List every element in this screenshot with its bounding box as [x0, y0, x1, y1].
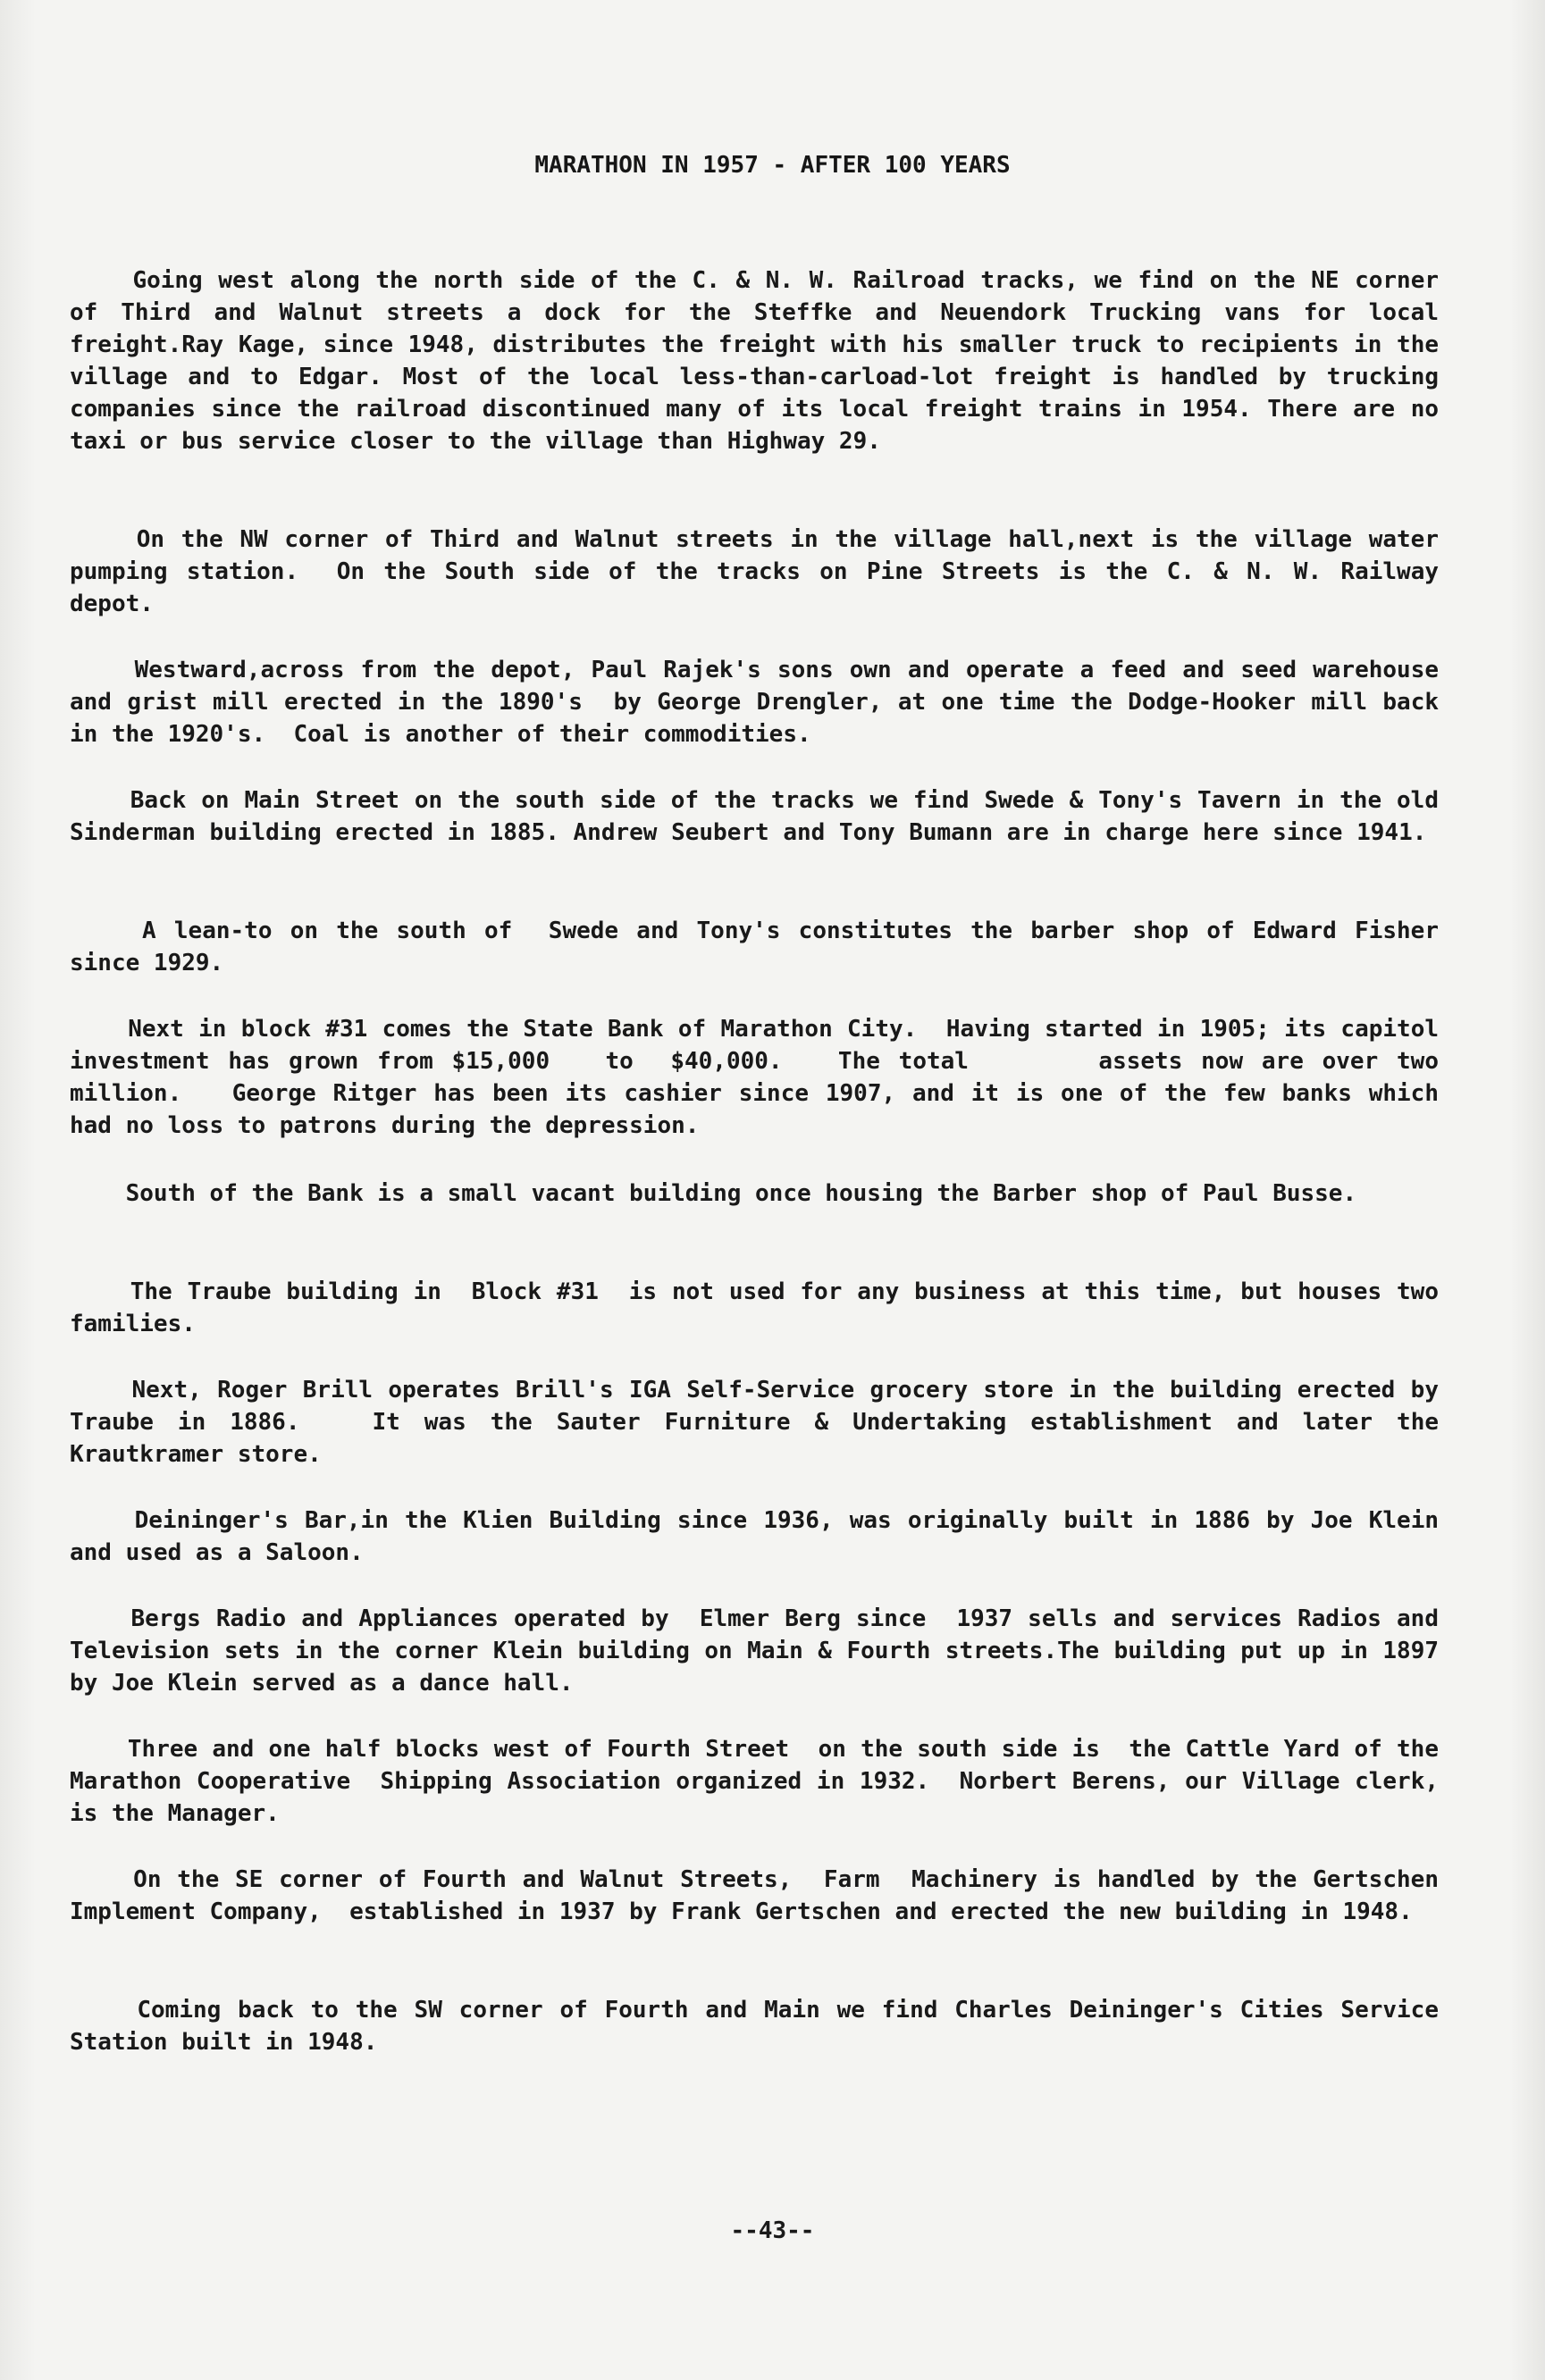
paragraph-vacant-building: South of the Bank is a small vacant building once housing the Barber shop of Paul Busse.	[70, 1180, 1357, 1207]
paragraph-service-station: Coming back to the SW corner of Fourth and Main we find Charles Deininger's Cities Service Station built in 1948.	[70, 1997, 1453, 2056]
paragraph-cattle-yard: Three and one half blocks west of Fourth Street on the south side is the Cattle Yard of the Marathon Cooperative Shipping Association organized in 1932. Norbert Berens, our Village clerk, is the Manager.	[70, 1736, 1453, 1827]
paragraph-tavern: Back on Main Street on the south side of the tracks we find Swede & Tony's Tavern in the old Sinderman building erected in 1885. Andrew Seubert and Tony Bumann are in charge here since 1941.	[70, 787, 1453, 846]
paragraph-feed-mill: Westward,across from the depot, Paul Rajek's sons own and operate a feed and seed warehouse and grist mill erected in the 1890's by George Drengler, at one time the Dodge-Hooker mill back in the 1920's. Coal is another of their commodities.	[70, 657, 1453, 748]
paragraph-barber-shop: A lean-to on the south of Swede and Tony's constitutes the barber shop of Edward Fisher since 1929.	[70, 918, 1453, 976]
paragraph-bar: Deininger's Bar,in the Klien Building since 1936, was originally built in 1886 by Joe Klein and used as a Saloon.	[70, 1507, 1453, 1566]
paragraph-radio-appliances: Bergs Radio and Appliances operated by Elmer Berg since 1937 sells and services Radios and Television sets in the corner Klein building on Main & Fourth streets.The building put up in 1897 by Joe Klein served as a dance hall.	[70, 1605, 1453, 1697]
paragraph-grocery-store: Next, Roger Brill operates Brill's IGA Self-Service grocery store in the building erected by Traube in 1886. It was the Sauter Furniture & Undertaking establishment and later the Krautkramer store.	[70, 1377, 1453, 1468]
paragraph-state-bank: Next in block #31 comes the State Bank of Marathon City. Having started in 1905; its capitol investment has grown from $15,000 to $40,000. The total assets now are over two million. George Ritger has been its cashier since 1907, and it is one of the few banks which had no loss to patrons during the depression.	[70, 1016, 1453, 1139]
page-number: --43--	[730, 2217, 815, 2244]
paragraph-freight: Going west along the north side of the C. & N. W. Railroad tracks, we find on the NE corner of Third and Walnut streets a dock for the Steffke and Neuendork Trucking vans for local freight.Ray Kage, since 1948, distributes the freight with his smaller truck to recipients in the village and to Edgar. Most of the local less-than-carload-lot freight is handled by trucking companies since the railroad discontinued many of its local freight trains in 1954. There are no taxi or bus service closer to the village than Highway 29.	[70, 267, 1453, 455]
paragraph-village-hall: On the NW corner of Third and Walnut streets in the village hall,next is the village water pumping station. On the South side of the tracks on Pine Streets is the C. & N. W. Railway depot.	[70, 526, 1453, 617]
paragraph-traube-building: The Traube building in Block #31 is not used for any business at this time, but houses two families.	[70, 1278, 1453, 1337]
page-title: MARATHON IN 1957 - AFTER 100 YEARS	[534, 152, 1011, 179]
paragraph-farm-machinery: On the SE corner of Fourth and Walnut Streets, Farm Machinery is handled by the Gertschen Implement Company, established in 1937 by Frank Gertschen and erected the new building in 1948.	[70, 1866, 1453, 1925]
